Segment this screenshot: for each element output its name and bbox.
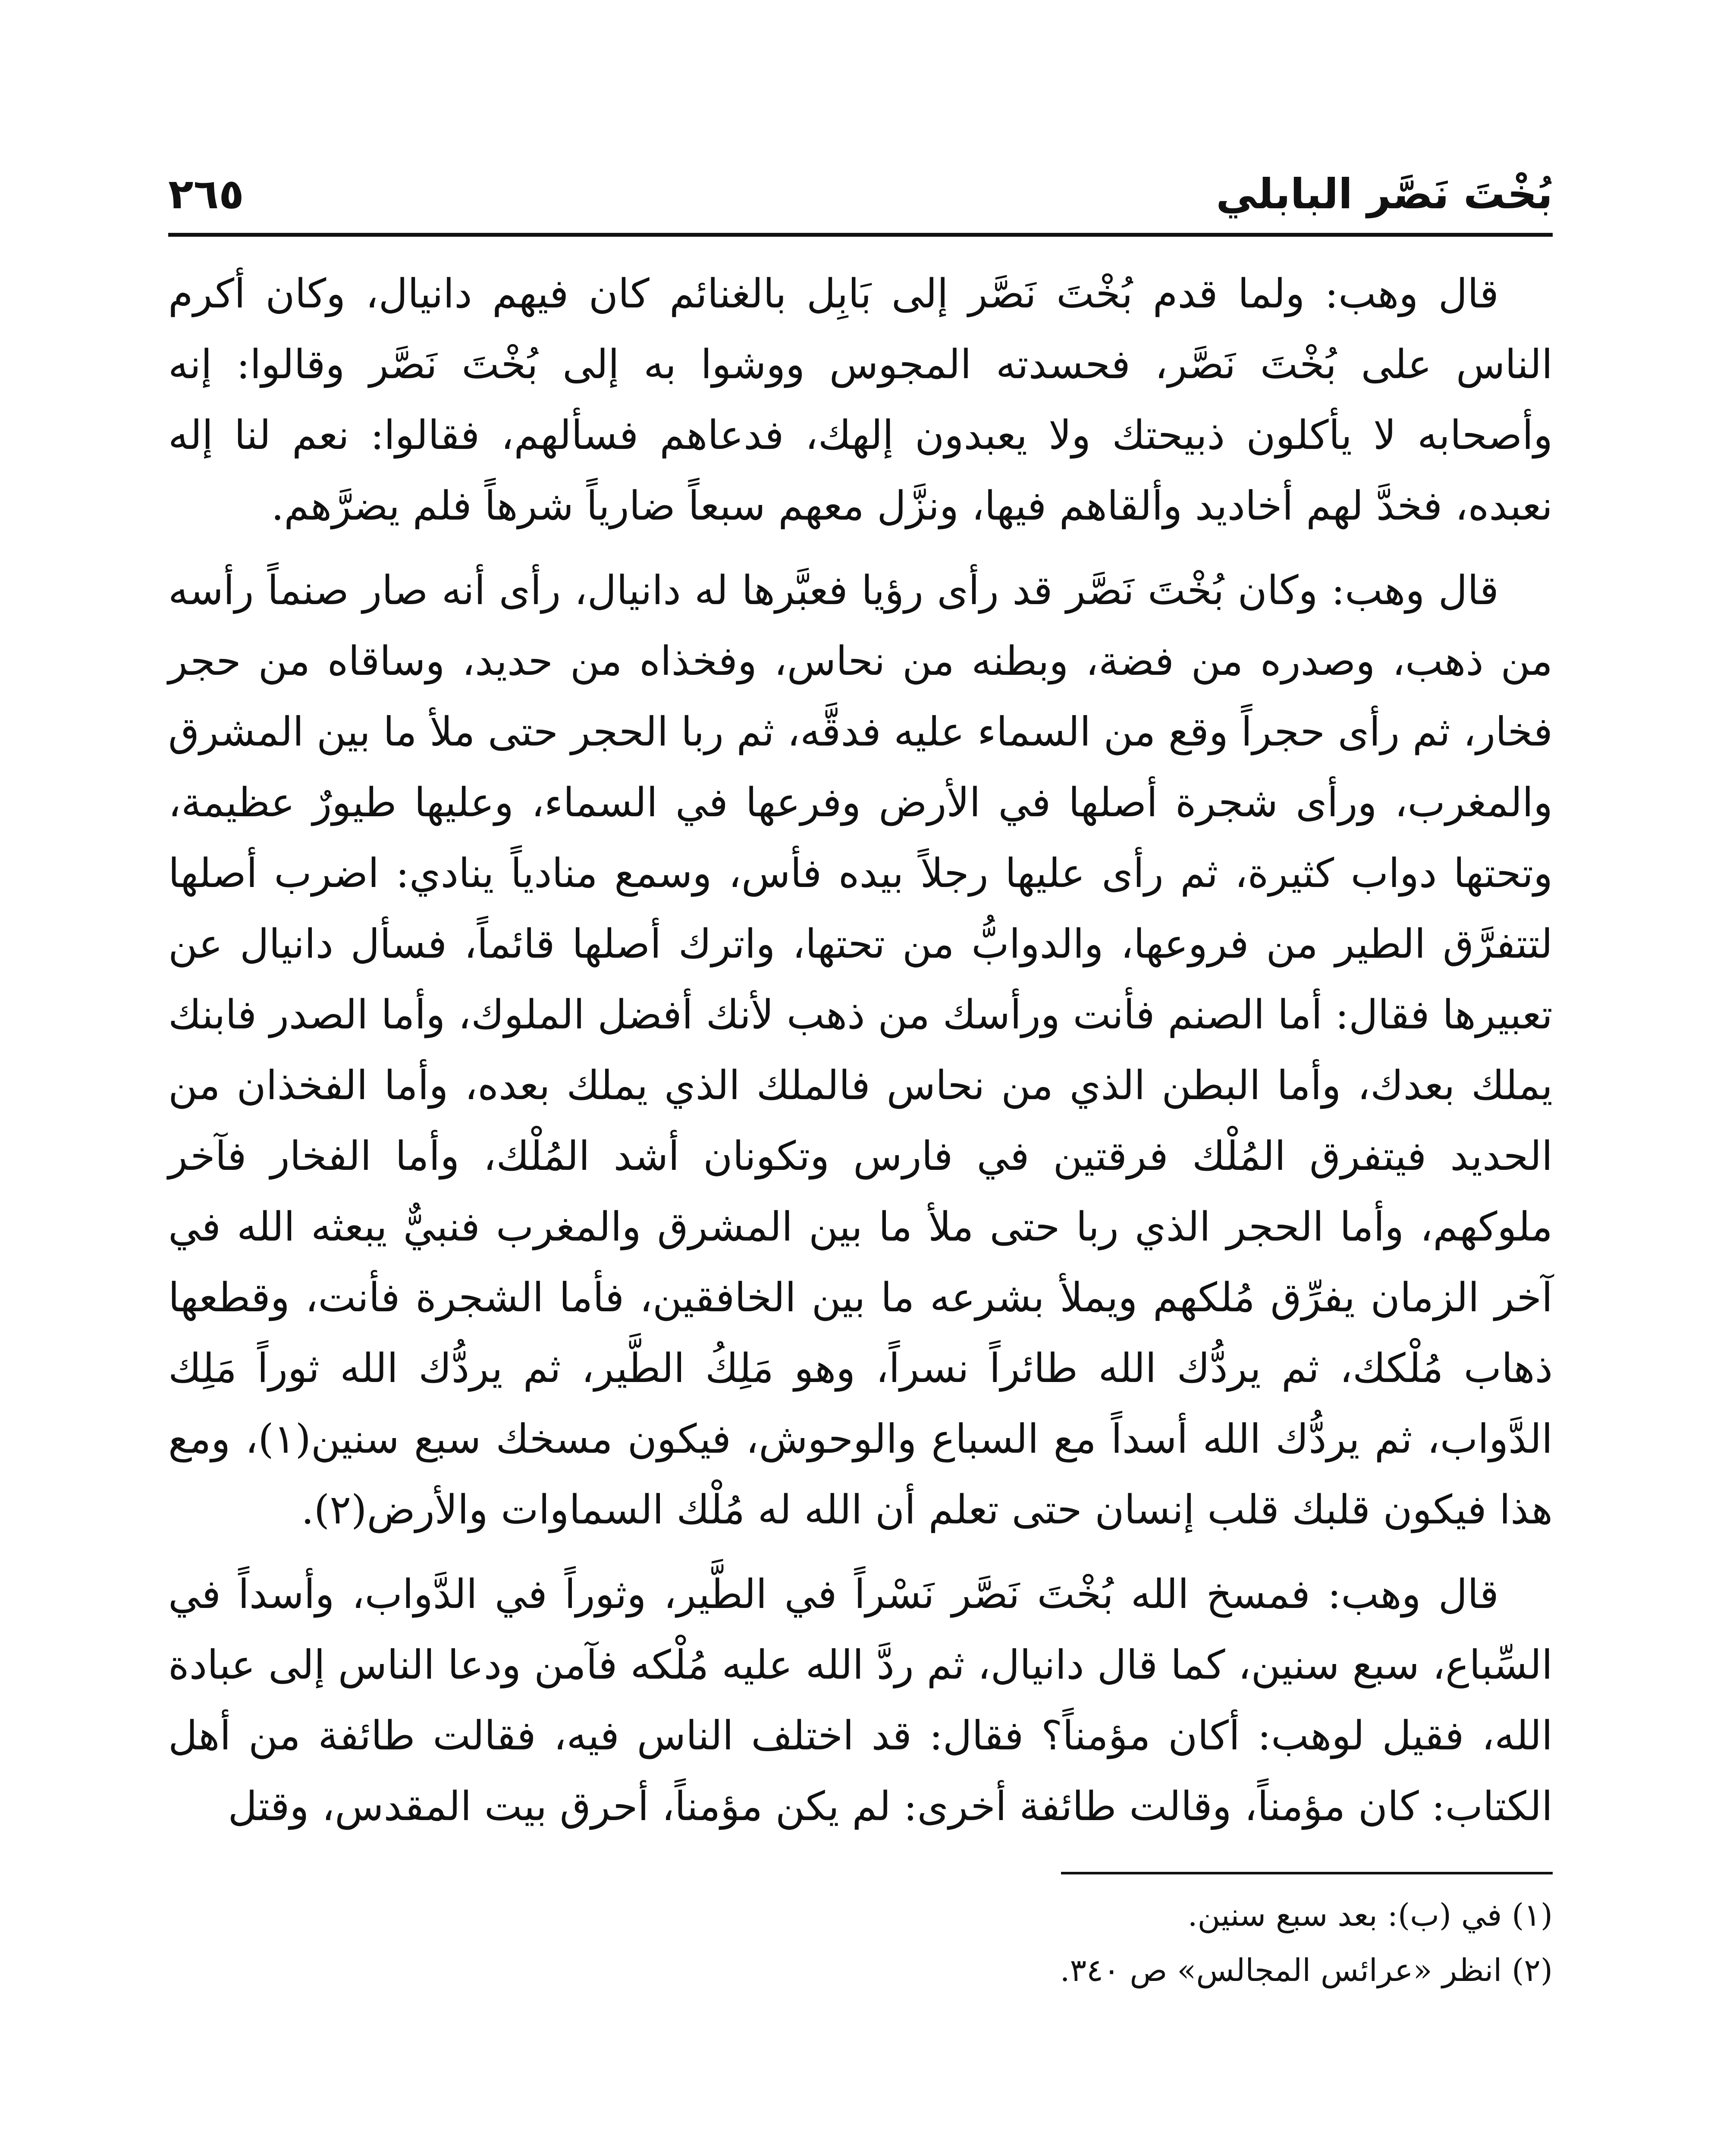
footnote: (٢) انظر «عرائس المجالس» ص ٣٤٠. (1060, 1952, 1553, 1988)
page-number: ٢٦٥ (168, 170, 244, 218)
paragraph: قال وهب: ولما قدم بُخْتَ نَصَّر إلى بَابِل بالغنائم كان فيهم دانيال، وكان أكرم الناس على بُخْتَ نَصَّر، فحسدته المجوس ووشوا به إلى بُخْتَ نَصَّر وقالوا: إنه وأصحابه لا يأكلون ذبيحتك ولا يعبدون إلهك، فدعاهم فسألهم، فقالوا: نعم لنا إله نعبده، فخدَّ لهم أخاديد وألقاهم فيها، ونزَّل معهم سبعاً ضارياً شرهاً فلم يضرَّهم. (168, 270, 1553, 529)
page-header (168, 164, 1553, 237)
footnote-divider (1061, 1872, 1553, 1874)
running-title: بُخْتَ نَصَّر البابلي (1216, 170, 1553, 218)
footnotes (168, 1887, 1553, 1998)
book-page (168, 164, 1553, 2156)
body-text (168, 258, 1553, 1842)
footnote: (١) في (ب): بعد سبع سنين. (1187, 1897, 1553, 1933)
paragraph: قال وهب: فمسخ الله بُخْتَ نَصَّر نَسْراً في الطَّير، وثوراً في الدَّواب، وأسداً في السِّباع، سبع سنين، كما قال دانيال، ثم ردَّ الله عليه مُلْكه فآمن ودعا الناس إلى عبادة الله، فقيل لوهب: أكان مؤمناً؟ فقال: قد اختلف الناس فيه، فقالت طائفة من أهل الكتاب: كان مؤمناً، وقالت طائفة أخرى: لم يكن مؤمناً، أحرق بيت المقدس، وقتل (168, 1571, 1553, 1830)
paragraph: قال وهب: وكان بُخْتَ نَصَّر قد رأى رؤيا فعبَّرها له دانيال، رأى أنه صار صنماً رأسه من ذهب، وصدره من فضة، وبطنه من نحاس، وفخذاه من حديد، وساقاه من حجر فخار، ثم رأى حجراً وقع من السماء عليه فدقَّه، ثم ربا الحجر حتى ملأ ما بين المشرق والمغرب، ورأى شجرة أصلها في الأرض وفرعها في السماء، وعليها طيورٌ عظيمة، وتحتها دواب كثيرة، ثم رأى عليها رجلاً بيده فأس، وسمع منادياً ينادي: اضرب أصلها لتتفرَّق الطير من فروعها، والدوابُّ من تحتها، واترك أصلها قائماً، فسأل دانيال عن تعبيرها فقال: أما الصنم فأنت ورأسك من ذهب لأنك أفضل الملوك، وأما الصدر فابنك يملك بعدك، وأما البطن الذي من نحاس فالملك الذي يملك بعده، وأما الفخذان من الحديد فيتفرق المُلْك فرقتين في فارس وتكونان أشد المُلْك، وأما الفخار فآخر ملوكهم، وأما الحجر الذي ربا حتى ملأ ما بين المشرق والمغرب فنبيٌّ يبعثه الله في آخر الزمان يفرِّق مُلكهم ويملأ بشرعه ما بين الخافقين، فأما الشجرة فأنت، وقطعها ذهاب مُلْكك، ثم يردُّك الله طائراً نسراً، وهو مَلِكُ الطَّير، ثم يردُّك الله ثوراً مَلِك الدَّواب، ثم يردُّك الله أسداً مع السباع والوحوش، فيكون مسخك سبع سنين(١)، ومع هذا فيكون قلبك قلب إنسان حتى تعلم أن الله له مُلْك السماوات والأرض(٢). (168, 567, 1553, 1533)
